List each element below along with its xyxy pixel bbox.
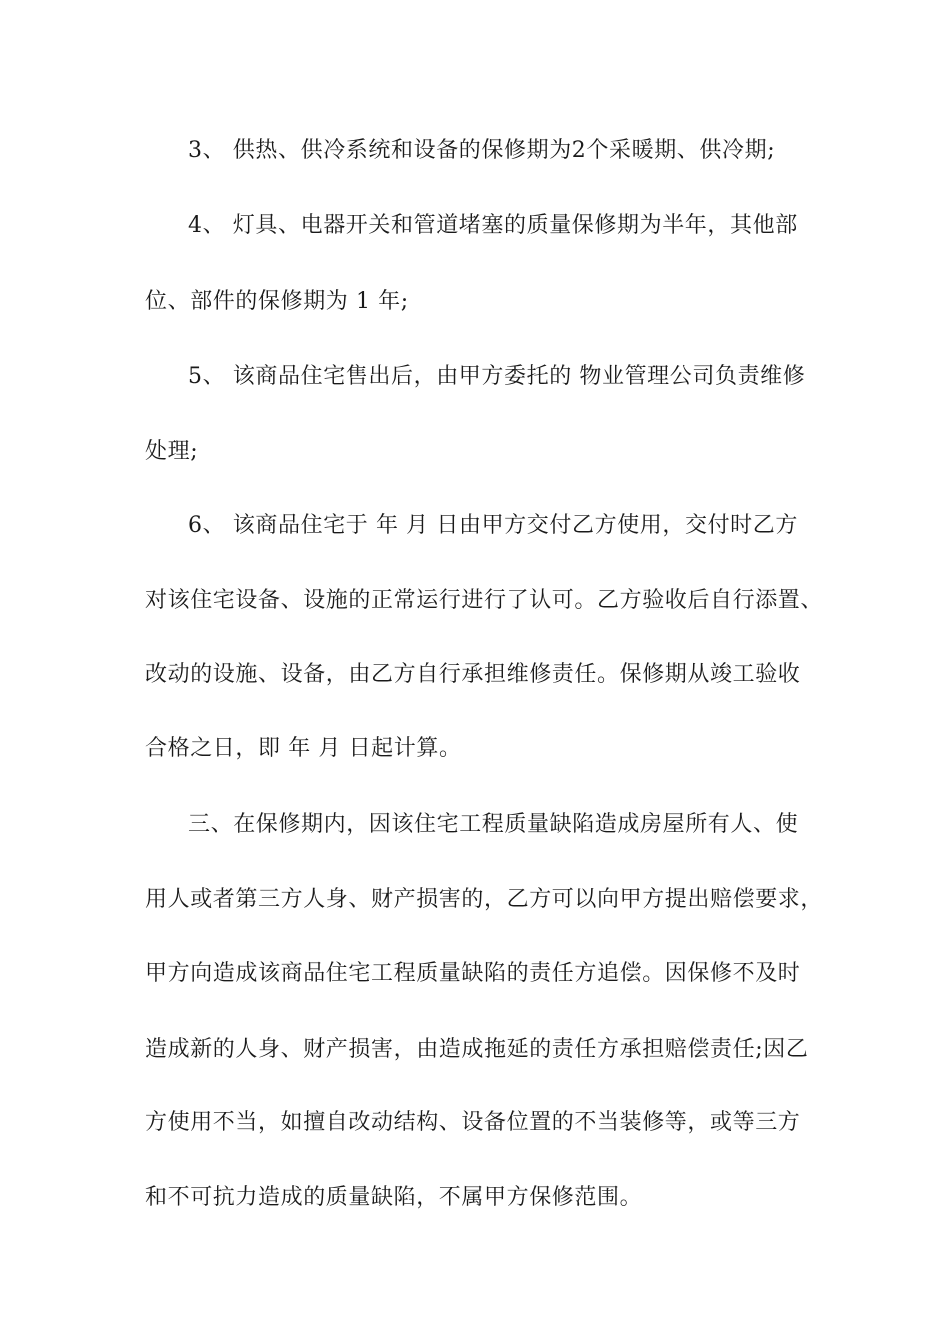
paragraph-item-4-line-1: 4、 灯具、电器开关和管道堵塞的质量保修期为半年，其他部 [188,213,798,238]
paragraph-item-3-line-1: 3、 供热、供冷系统和设备的保修期为2个采暖期、供冷期; [188,138,776,163]
paragraph-section-3-line-6: 和不可抗力造成的质量缺陷，不属甲方保修范围。 [145,1185,643,1210]
paragraph-item-6-line-4: 合格之日，即 年 月 日起计算。 [145,736,462,761]
paragraph-section-3-line-2: 用人或者第三方人身、财产损害的，乙方可以向甲方提出赔偿要求， [145,887,824,912]
paragraph-item-4-line-2: 位、部件的保修期为 1 年; [145,289,409,314]
paragraph-section-3-line-1: 三、在保修期内，因该住宅工程质量缺陷造成房屋所有人、使 [188,812,799,837]
paragraph-item-6-line-3: 改动的设施、设备，由乙方自行承担维修责任。保修期从竣工验收 [145,662,801,687]
paragraph-section-3-line-5: 方使用不当，如擅自改动结构、设备位置的不当装修等，或等三方 [145,1110,801,1135]
paragraph-item-6-line-1: 6、 该商品住宅于 年 月 日由甲方交付乙方使用，交付时乙方 [188,513,798,538]
paragraph-item-5-line-1: 5、 该商品住宅售出后，由甲方委托的 物业管理公司负责维修 [188,364,806,389]
paragraph-section-3-line-4: 造成新的人身、财产损害，由造成拖延的责任方承担赔偿责任;因乙 [145,1037,809,1062]
paragraph-item-6-line-2: 对该住宅设备、设施的正常运行进行了认可。乙方验收后自行添置、 [145,588,824,613]
paragraph-section-3-line-3: 甲方向造成该商品住宅工程质量缺陷的责任方追偿。因保修不及时 [145,961,801,986]
paragraph-item-5-line-2: 处理; [145,439,199,464]
